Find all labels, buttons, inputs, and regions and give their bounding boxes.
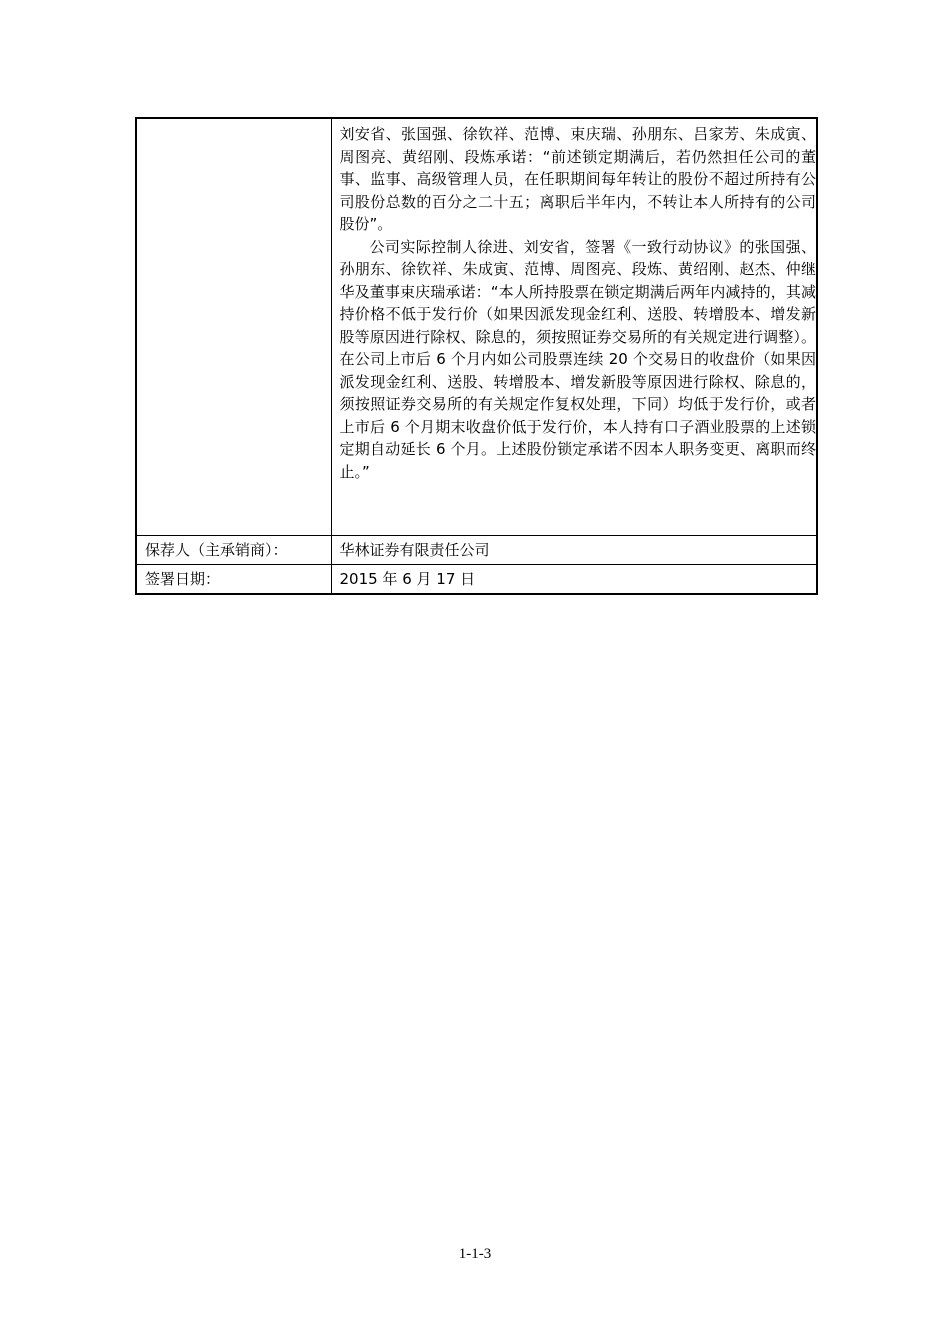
commitment-paragraph-2: 公司实际控制人徐进、刘安省，签署《一致行动协议》的张国强、孙朋东、徐钦祥、朱成寅、范博、周图亮、段炼、黄绍刚、赵杰、仲继华及董事束庆瑞承诺：“本人所持股票在锁定期满后两年内减持的，其减持价格不低于发行价（如果因派发现金红利、送股、转增股本、增发新股等原因进行除权、除息的，须按照证券交易所的有关规定进行调整）。在公司上市后 6 个月内如公司股票连续 20 个交易日的收盘价（如果因派发现金红利、送股、转增股本、增发新股等原因进行除权、除息的，须按照证券交易所的有关规定作复权处理，下同）均低于发行价，或者上市后 6 个月期末收盘价低于发行价，本人持有口子酒业股票的上述锁定期自动延长 6 个月。上述股份锁定承诺不因本人职务变更、离职而终止。” [339,237,816,481]
date-label-cell [136,565,331,595]
info-table [135,117,818,595]
sponsor-value-cell [331,536,817,565]
empty-label-cell [136,118,331,536]
date-value-cell [331,565,817,595]
date-value: 2015 年 6 月 17 日 [339,570,476,588]
sponsor-value: 华林证券有限责任公司 [339,541,490,559]
table-row [136,565,817,595]
date-label: 签署日期： [145,570,221,588]
sponsor-label-cell [136,536,331,565]
commitment-cell [331,118,817,536]
page-number: 1-1-3 [458,1246,492,1262]
commitment-paragraph-1: 刘安省、张国强、徐钦祥、范博、束庆瑞、孙朋东、吕家芳、朱成寅、周图亮、黄绍刚、段炼承诺：“前述锁定期满后，若仍然担任公司的董事、监事、高级管理人员，在任职期间每年转让的股份不超过所持有公司股份总数的百分之二十五；离职后半年内，不转让本人所持有的公司股份”。 [339,125,816,233]
table-row [136,118,817,536]
sponsor-label: 保荐人（主承销商）： [145,541,288,559]
table-row [136,536,817,565]
